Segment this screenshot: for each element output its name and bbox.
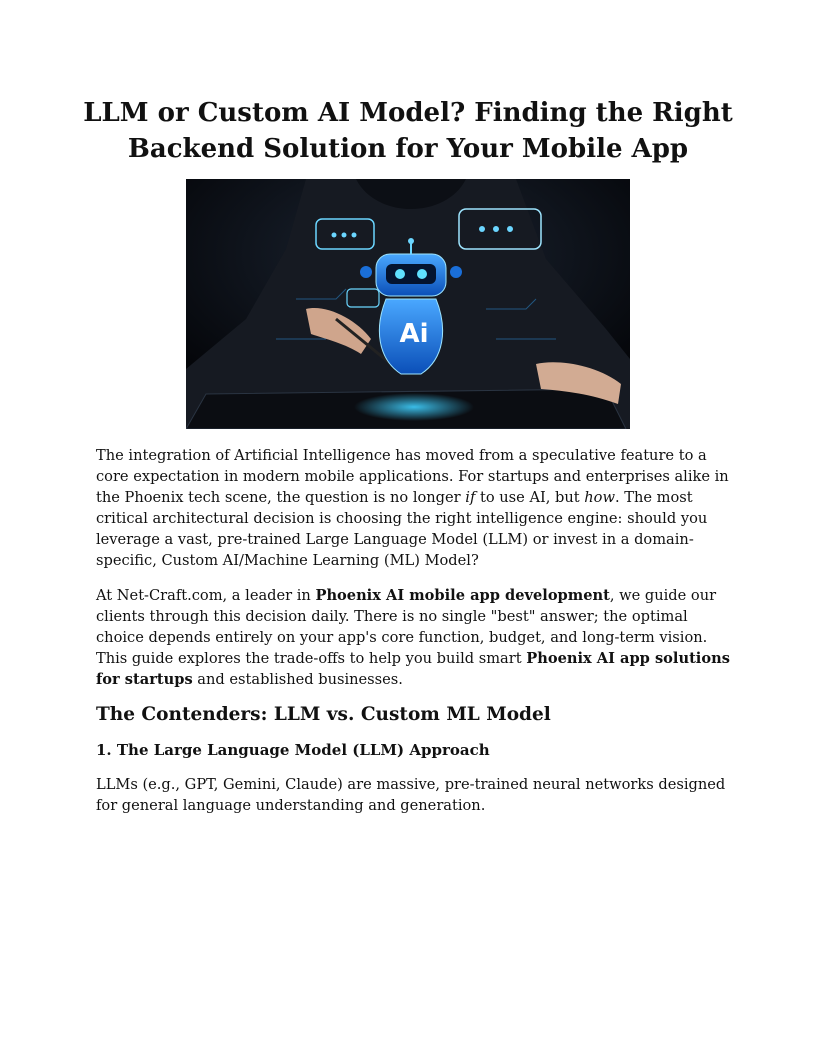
netcraft-bold-1: Phoenix AI mobile app development — [315, 587, 610, 604]
netcraft-text-1: At Net-Craft.com, a leader in — [96, 587, 316, 604]
subsection-heading: 1. The Large Language Model (LLM) Approach — [96, 741, 490, 759]
intro-paragraph — [96, 445, 736, 571]
ai-robot-illustration-icon — [186, 179, 630, 429]
netcraft-text-3: and established businesses. — [192, 671, 403, 688]
intro-emphasis-how: how — [584, 489, 615, 506]
page-title: LLM or Custom AI Model? Finding the Right Backend Solution for Your Mobile App — [83, 98, 733, 164]
intro-text-3: . The most critical architectural decision is choosing the right intelligence engine: should you leverage a vast, pre-trained Large Language Model (LLM) or invest in a domain-specific, Custom AI/Machine Learning (ML) Model? — [96, 489, 708, 569]
hero-image — [186, 179, 630, 429]
netcraft-text-2: , we guide our clients through this decision daily. There is no single "best" answer; the optimal choice depends entirely on your app's core function, budget, and long-term vision. This guide explores the trade-offs to help you build smart — [96, 587, 717, 667]
section-heading: The Contenders: LLM vs. Custom ML Model — [96, 704, 551, 725]
intro-text-1: The integration of Artificial Intelligence has moved from a speculative feature to a core expectation in modern mobile applications. For startups and enterprises alike in the Phoenix tech scene, the question is no longer — [96, 447, 729, 506]
netcraft-bold-2: Phoenix AI app solutions for startups — [96, 650, 730, 688]
intro-text-2: to use AI, but — [475, 489, 585, 506]
intro-emphasis-if: if — [465, 489, 476, 506]
llm-paragraph: LLMs (e.g., GPT, Gemini, Claude) are massive, pre-trained neural networks designed for general language understanding and generation. — [96, 776, 726, 814]
hero-ai-badge: Ai — [399, 319, 429, 349]
netcraft-paragraph — [96, 585, 736, 690]
